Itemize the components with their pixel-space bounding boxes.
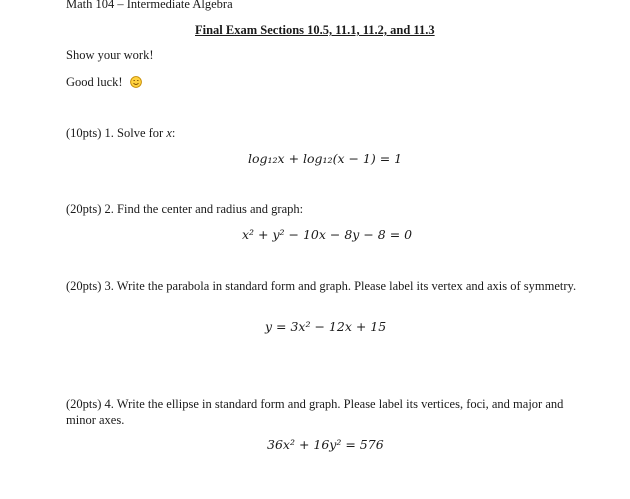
show-work-instruction: Show your work! — [66, 48, 154, 62]
good-luck-text: Good luck! — [66, 75, 123, 89]
problem-3-equation: y = 3x² − 12x + 15 — [265, 319, 387, 334]
smiley-icon — [130, 76, 142, 88]
course-header: Math 104 – Intermediate Algebra — [66, 0, 233, 11]
problem-1-lead: (10pts) 1. Solve for — [66, 126, 167, 140]
good-luck-line — [66, 75, 142, 90]
problem-1-text — [66, 126, 175, 141]
exam-title: Final Exam Sections 10.5, 11.1, 11.2, and 11.3 — [195, 23, 435, 37]
problem-2-text: (20pts) 2. Find the center and radius and graph: — [66, 202, 304, 216]
problem-1-tail: : — [171, 126, 176, 140]
problem-1-equation: log₁₂x + log₁₂(x − 1) = 1 — [248, 151, 403, 166]
problem-3-text: (20pts) 3. Write the parabola in standard form and graph. Please label its vertex and axis of symmetry. — [66, 279, 577, 293]
problem-4-text: (20pts) 4. Write the ellipse in standard form and graph. Please label its vertices, foci, and major and minor axes. — [66, 397, 564, 427]
problem-2-equation: x² + y² − 10x − 8y − 8 = 0 — [242, 227, 413, 242]
problem-4-equation: 36x² + 16y² = 576 — [267, 437, 384, 452]
problem-1-var: x — [166, 126, 172, 140]
